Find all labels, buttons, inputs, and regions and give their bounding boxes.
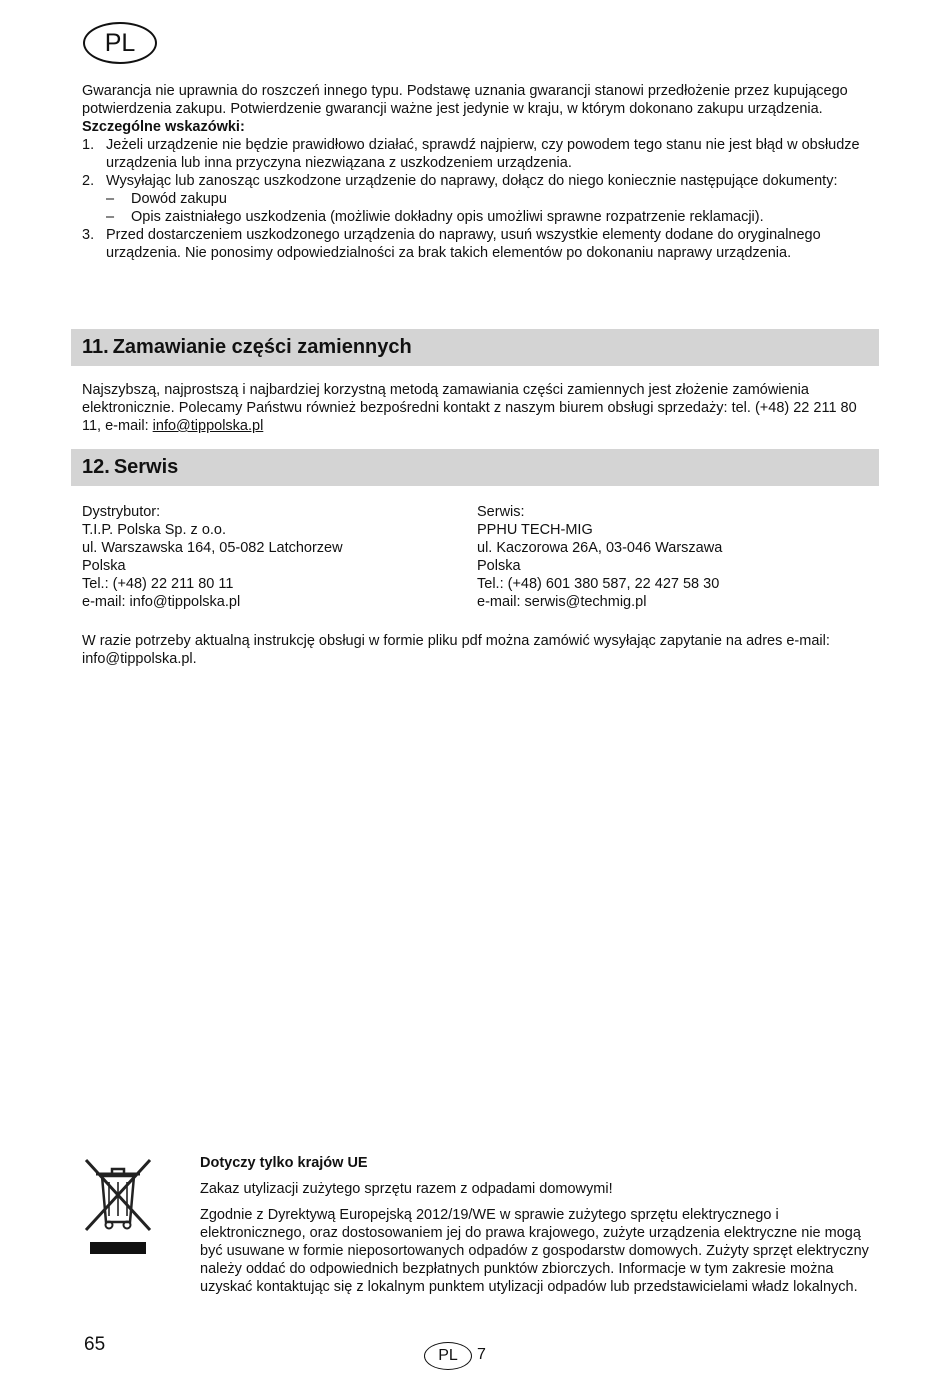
distributor-line: ul. Warszawska 164, 05-082 Latchorzew	[82, 540, 343, 556]
section-12-header	[71, 449, 879, 486]
service-line: Serwis:	[477, 504, 525, 520]
list-item	[82, 136, 872, 172]
eu-heading: Dotyczy tylko krajów UE	[200, 1155, 368, 1171]
page-number: 7	[477, 1346, 486, 1363]
section-11-body	[82, 381, 872, 435]
list-number: 2.	[82, 173, 95, 189]
warranty-section	[82, 82, 872, 262]
section-title: Serwis	[113, 456, 179, 478]
distributor-line: Tel.: (+48) 22 211 80 11	[82, 576, 234, 592]
distributor-line: e-mail: info@tippolska.pl	[82, 594, 241, 610]
spare-parts-text: Najszybszą, najprostszą i najbardziej korzystną metodą zamawiania części zamiennych jest złożenie zamówienia elektronicznie. Polecamy Państwu również bezpośredni kontakt z naszym biurem obsługi sprzedaży: tel. (+48) 22 211 80 11, e-mail:	[82, 382, 857, 434]
list-text: Przed dostarczeniem uszkodzonego urządzenia do naprawy, usuń wszystkie elementy dodane do oryginalnego urządzenia. Nie ponosimy odpowiedzialności za brak takich elementów po dokonaniu naprawy urządzenia.	[106, 227, 821, 261]
eu-directive-text: Zgodnie z Dyrektywą Europejską 2012/19/WE w sprawie zużytego sprzętu elektrycznego i elektronicznego, oraz dostosowaniem jej do prawa krajowego, zużyte urządzenia elektryczne nie mogą być usuwane w formie nieposortowanych odpadów z gospodarstw domowych. Zużyty sprzęt elektryczny należy oddać do odpowiednich bezpłatnych punktów zbiorczych. Informacje w tym zakresie można uzyskać kontaktując się z lokalnym punktem utylizacji odpadów lub przedstawicielami władz lokalnych.	[200, 1207, 869, 1295]
list-number: 1.	[82, 137, 95, 153]
service-address	[477, 503, 872, 611]
manual-request-note	[82, 632, 872, 668]
weee-crossed-bin-icon	[82, 1154, 154, 1258]
sub-list-text: Opis zaistniałego uszkodzenia (możliwie dokładny opis umożliwi sprawne rozpatrzenie reklamacji).	[131, 209, 764, 225]
section-number: 11.	[82, 336, 109, 358]
sub-list-item	[82, 208, 872, 226]
list-text: Jeżeli urządzenie nie będzie prawidłowo działać, sprawdź najpierw, czy powodem tego stanu nie jest błąd w obsłudze urządzenia lub inna przyczyna niezwiązana z uszkodzeniem urządzenia.	[106, 137, 860, 171]
section-title: Zamawianie części zamiennych	[112, 336, 412, 358]
distributor-line: T.I.P. Polska Sp. z o.o.	[82, 522, 227, 538]
email-link[interactable]: info@tippolska.pl	[152, 418, 264, 434]
warranty-intro: Gwarancja nie uprawnia do roszczeń innego typu. Podstawę uznania gwarancji stanowi przedłożenie przez kupującego potwierdzenia zakupu. Potwierdzenie gwarancji ważne jest jedynie w kraju, w którym dokonano zakupu urządzenia.	[82, 83, 848, 117]
distributor-line: Polska	[82, 558, 126, 574]
service-line: Tel.: (+48) 601 380 587, 22 427 58 30	[477, 576, 720, 592]
service-line: e-mail: serwis@techmig.pl	[477, 594, 647, 610]
footer-language-badge: PL	[424, 1342, 472, 1370]
list-item	[82, 226, 872, 262]
section-number: 12.	[82, 456, 110, 478]
dash-bullet: –	[106, 209, 115, 225]
list-text: Wysyłając lub zanosząc uszkodzone urządzenie do naprawy, dołącz do niego koniecznie następujące dokumenty:	[106, 173, 838, 189]
sub-list-item	[82, 190, 872, 208]
eu-disposal-warning: Zakaz utylizacji zużytego sprzętu razem z odpadami domowymi!	[200, 1181, 613, 1197]
source-page-number: 65	[84, 1334, 106, 1355]
list-item	[82, 172, 872, 190]
distributor-line: Dystrybutor:	[82, 504, 161, 520]
language-badge: PL	[83, 22, 157, 64]
list-number: 3.	[82, 227, 95, 243]
special-notes-heading: Szczególne wskazówki:	[82, 119, 245, 135]
service-line: PPHU TECH-MIG	[477, 522, 593, 538]
service-line: Polska	[477, 558, 521, 574]
section-11-header	[71, 329, 879, 366]
distributor-address	[82, 503, 462, 611]
note-text: W razie potrzeby aktualną instrukcję obsługi w formie pliku pdf można zamówić wysyłając zapytanie na adres e-mail: info@tippolska.pl.	[82, 633, 830, 667]
dash-bullet: –	[106, 191, 115, 207]
sub-list-text: Dowód zakupu	[131, 191, 227, 207]
spare-parts-paragraph	[82, 381, 872, 435]
eu-disposal-notice	[200, 1154, 872, 1296]
service-line: ul. Kaczorowa 26A, 03-046 Warszawa	[477, 540, 723, 556]
